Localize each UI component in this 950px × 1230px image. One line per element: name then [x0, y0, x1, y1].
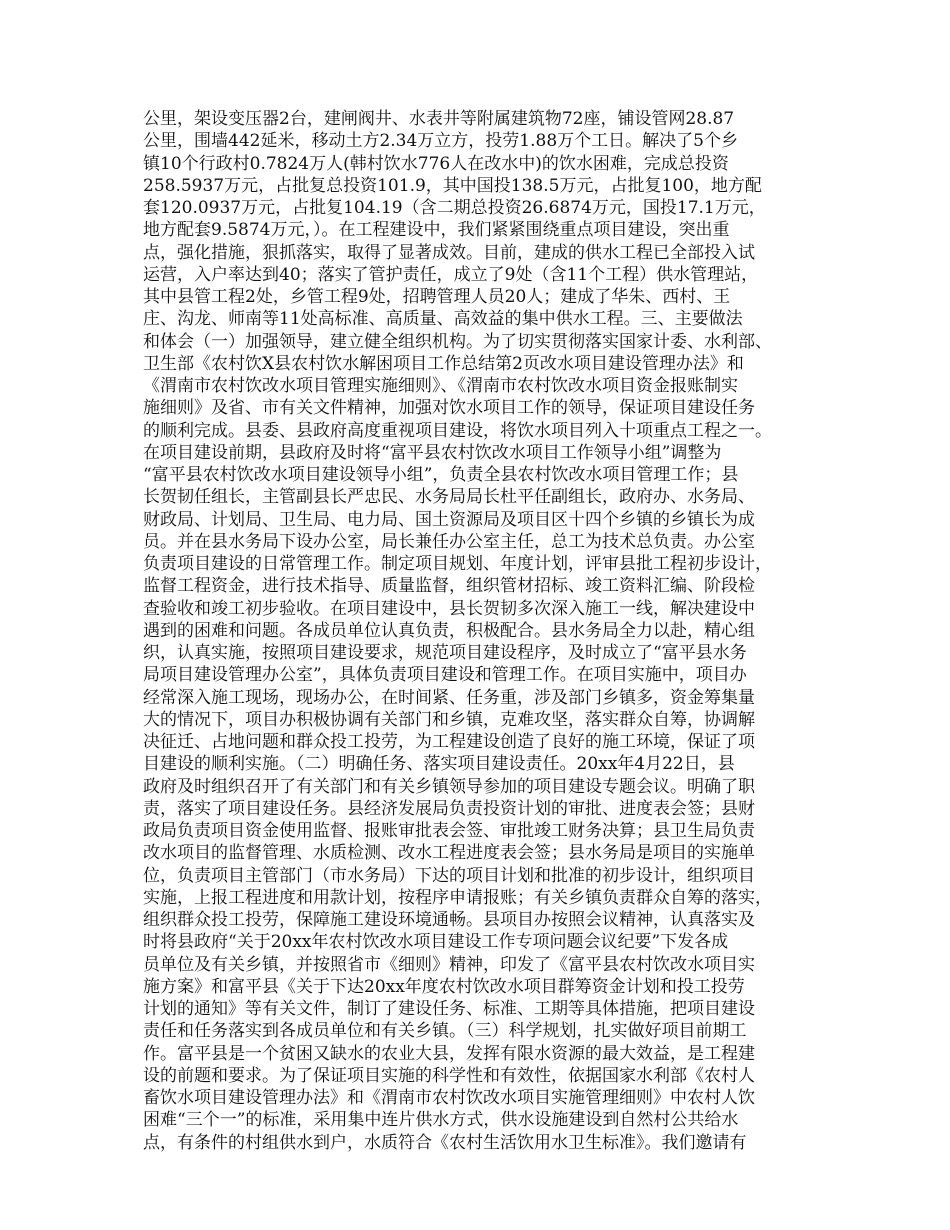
text-line: 点，强化措施，狠抓落实，取得了显著成效。目前，建成的供水工程已全部投入试 — [143, 242, 755, 263]
text-line: 政局负责项目资金使用监督、报账审批表会签、审批竣工财务决算；县卫生局负责 — [143, 821, 755, 841]
text-line: 局项目建设管理办公室”，具体负责项目建设和管理工作。在项目实施中，项目办 — [143, 665, 747, 686]
text-line: 实施，上报工程进度和用款计划，按程序申请报账；有关乡镇负责群众自筹的落实， — [143, 887, 772, 908]
text-line: 监督工程资金，进行技术指导、质量监督，组织管材招标、竣工资料汇编、阶段检 — [143, 576, 755, 597]
text-line: 卫生部《农村饮X县农村饮水解困项目工作总结第2页改水项目建设管理办法》和 — [143, 353, 744, 374]
text-line: 其中县管工程2处，乡管工程9处，招聘管理人员20人；建成了华朱、西村、王 — [143, 287, 731, 307]
text-line: 畜饮水项目建设管理办法》和《渭南市农村饮改水项目实施管理细则》中农村人饮 — [143, 1088, 755, 1108]
text-line: 遇到的困难和问题。各成员单位认真负责，积极配合。县水务局全力以赴，精心组 — [143, 620, 755, 641]
text-line: 施方案》和富平县《关于下达20xx年度农村饮改水项目群筹资金计划和投工投劳 — [143, 976, 745, 997]
text-line: 《渭南市农村饮改水项目管理实施细则》、《渭南市农村饮改水项目资金报账制实 — [143, 376, 738, 396]
text-line: 大的情况下，项目办积极协调有关部门和乡镇，克难攻坚，落实群众自筹，协调解 — [143, 709, 755, 730]
text-line: 的顺利完成。县委、县政府高度重视项目建设，将饮水项目列入十项重点工程之一。 — [143, 420, 772, 441]
text-line: 镇10个行政村0.7824万人(韩村饮水776人在改水中)的饮水困难，完成总投资 — [143, 153, 729, 174]
text-line: 在项目建设前期，县政府及时将“富平县农村饮改水项目工作领导小组”调整为 — [143, 442, 722, 463]
text-line: 财政局、计划局、卫生局、电力局、国土资源局及项目区十四个乡镇的乡镇长为成 — [143, 509, 755, 530]
text-line: 作。富平县是一个贫困又缺水的农业大县，发挥有限水资源的最大效益，是工程建 — [143, 1043, 755, 1064]
text-line: 政府及时组织召开了有关部门和有关乡镇领导参加的项目建设专题会议。明确了职 — [143, 776, 755, 797]
text-line: 员单位及有关乡镇，并按照省市《细则》精神，印发了《富平县农村饮改水项目实 — [143, 954, 755, 975]
text-line: 和体会（一）加强领导，建立健全组织机构。为了切实贯彻落实国家计委、水利部、 — [143, 331, 772, 352]
text-line: 时将县政府“关于20xx年农村饮改水项目建设工作专项问题会议纪要”下发各成 — [143, 932, 729, 953]
text-line: 公里，围墙442延米，移动土方2.34万立方，投劳1.88万个工日。解决了5个乡 — [143, 131, 738, 152]
text-line: 施细则》及省、市有关文件精神，加强对饮水项目工作的领导，保证项目建设任务 — [143, 398, 755, 419]
text-line: 织，认真实施，按照项目建设要求，规范项目建设程序，及时成立了“富平县水务 — [143, 643, 747, 663]
text-line: 责，落实了项目建设任务。县经济发展局负责投资计划的审批、进度表会签；县财 — [143, 798, 755, 819]
text-line: 组织群众投工投劳，保障施工建设环境通畅。县项目办按照会议精神，认真落实及 — [143, 910, 755, 930]
text-line: 改水项目的监督管理、水质检测、改水工程进度表会签；县水务局是项目的实施单 — [143, 843, 755, 864]
text-line: 点，有条件的村组供水到户，水质符合《农村生活饮用水卫生标准》。我们邀请有 — [143, 1132, 747, 1153]
text-line: 决征迁、占地问题和群众投工投劳，为工程建设创造了良好的施工环境，保证了项 — [143, 732, 755, 752]
text-line: 公里，架设变压器2台，建闸阀井、水表井等附属建筑物72座，铺设管网28.87 — [143, 109, 735, 129]
text-line: 长贺韧任组长，主管副县长严忠民、水务局局长杜平任副组长，政府办、水务局、 — [143, 487, 755, 508]
text-line: 258.5937万元，占批复总投资101.9，其中国投138.5万元，占批复100，地方配 — [143, 175, 762, 196]
text-line: 经常深入施工现场，现场办公，在时间紧、任务重，涉及部门乡镇多，资金筹集量 — [143, 687, 755, 708]
text-line: 查验收和竣工初步验收。在项目建设中，县长贺韧多次深入施工一线，解决建设中 — [143, 598, 755, 619]
text-line: 负责项目建设的日常管理工作。制定项目规划、年度计划，评审县批工程初步设计， — [143, 554, 772, 574]
text-line: 套120.0937万元，占批复104.19（含二期总投资26.6874万元，国投17.1万元， — [143, 198, 766, 218]
text-line: 位，负责项目主管部门（市水务局）下达的项目计划和批准的初步设计，组织项目 — [143, 865, 755, 886]
text-line: 设的前题和要求。为了保证项目实施的科学性和有效性，依据国家水利部《农村人 — [143, 1065, 755, 1086]
text-line: 责任和任务落实到各成员单位和有关乡镇。（三）科学规划，扎实做好项目前期工 — [143, 1021, 747, 1042]
text-line: 庄、沟龙、师南等11处高标准、高质量、高效益的集中供水工程。三、主要做法 — [143, 309, 743, 330]
text-line: 计划的通知》等有关文件，制订了建设任务、标准、工期等具体措施，把项目建设 — [143, 999, 755, 1019]
text-line: 地方配套9.5874万元，）。在工程建设中，我们紧紧围绕重点项目建设，突出重 — [143, 220, 730, 241]
text-line: 运营，入户率达到40；落实了管护责任，成立了9处（含11个工程）供水管理站， — [143, 264, 759, 285]
text-line: 困难“三个一”的标准，采用集中连片供水方式，供水设施建设到自然村公共给水 — [143, 1110, 739, 1131]
text-line: 员。并在县水务局下设办公室，局长兼任办公室主任，总工为技术总负责。办公室 — [143, 531, 755, 552]
text-line: 目建设的顺利实施。（二）明确任务、落实项目建设责任。20xx年4月22日，县 — [143, 754, 735, 775]
document-body — [143, 108, 823, 1154]
text-line: “富平县农村饮改水项目建设领导小组”，负责全县农村饮改水项目管理工作；县 — [143, 465, 739, 485]
